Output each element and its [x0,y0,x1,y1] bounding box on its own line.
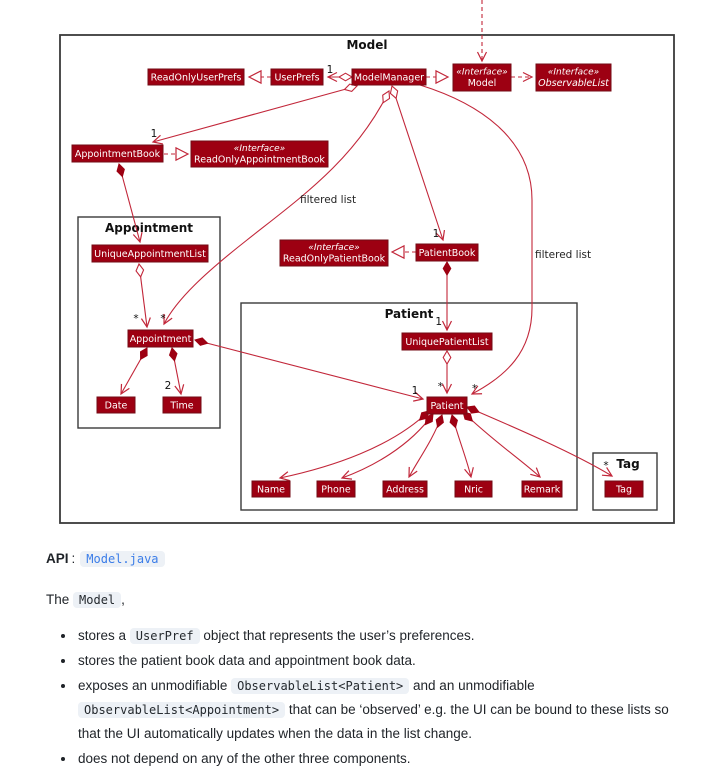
edge-modelmanager-appointmentbook [150,86,357,142]
svg-text:Phone: Phone [321,484,351,496]
multiplicity-patient-star-right: * [472,383,478,395]
edge-appointment-time [172,348,181,394]
api-line [46,547,676,571]
bullet-no-dependency [76,747,676,771]
package-title-model: Model [346,38,388,52]
package-frame-model [60,35,674,523]
model-component-notes [46,547,676,772]
edge-uniqueappointmentlist-appointment [139,264,147,327]
multiplicity-uniquepatientlist: 1 [435,316,442,328]
edge-modelmanager-filteredlist-appointment [164,91,389,324]
api-label: API [46,551,69,566]
edge-label-filtered-list-left: filtered list [300,194,357,206]
multiplicity-appointment-star-right: * [160,313,166,325]
package-title-patient: Patient [384,307,434,321]
class-box-time [163,397,201,413]
svg-text:Model: Model [467,78,497,89]
api-link-model-java[interactable]: Model.java [80,551,164,567]
svg-text:Address: Address [386,484,424,496]
multiplicity-appointmentbook: 1 [150,128,158,140]
bullet-stores-books [76,649,676,673]
interface-box-observablelist [536,64,611,91]
svg-text:Patient: Patient [430,401,464,412]
svg-text:«Interface»: «Interface» [308,243,360,253]
edge-appointment-patient [195,340,423,399]
edge-patient-tag [467,407,612,476]
class-box-uniqueappointmentlist [92,245,208,262]
multiplicity-patient-from-appointment: 1 [411,385,419,397]
svg-text:Name: Name [256,484,286,496]
multiplicity-patientbook: 1 [432,228,440,240]
edge-patient-nric [452,415,471,477]
bullet-text: does not depend on any of the other three components. [78,751,411,766]
svg-text:UniquePatientList: UniquePatientList [405,337,489,348]
bullet-text: object that represents the user’s preferences. [199,628,475,643]
class-box-readonlyuserprefs [148,69,244,85]
multiplicity-patient-star-left: * [437,381,443,393]
class-box-tag [605,481,643,497]
class-box-patientbook [416,244,478,261]
bullet-text: exposes an unmodifiable [78,678,232,693]
svg-text:Date: Date [104,400,128,412]
svg-text:«Interface»: «Interface» [547,67,600,78]
inline-code-observablelist-patient: ObservableList<Patient> [231,678,409,694]
svg-text:ObservableList: ObservableList [538,78,609,89]
multiplicity-time: 2 [164,380,172,392]
svg-text:Appointment: Appointment [129,334,192,345]
multiplicity-userprefs: 1 [326,64,334,76]
bullet-text: and an unmodifiable [409,678,535,693]
interface-box-model [453,64,511,91]
class-box-remark [522,481,562,497]
svg-text:ReadOnlyPatientBook: ReadOnlyPatientBook [282,253,386,265]
svg-text:Nric: Nric [464,484,483,496]
package-title-appointment: Appointment [104,221,194,235]
multiplicity-appointment-star-left: * [133,313,139,325]
edge-patient-name [280,411,429,478]
multiplicity-tag: * [603,460,609,472]
class-box-userprefs [271,69,323,85]
class-box-modelmanager [352,69,426,85]
svg-text:ReadOnlyUserPrefs: ReadOnlyUserPrefs [150,72,242,84]
class-box-date [97,397,135,413]
inline-code-observablelist-appointment: ObservableList<Appointment> [78,702,285,718]
class-box-appointment [128,330,193,347]
inline-code-userpref: UserPref [130,628,200,644]
class-box-patient [427,397,467,414]
edge-modelmanager-patientbook [392,86,443,240]
bullet-stores-userpref [76,624,676,648]
svg-text:«Interface»: «Interface» [456,67,508,78]
model-bullet-list [46,624,676,771]
class-box-nric [455,481,492,497]
class-box-appointmentbook [72,145,163,162]
class-box-phone [317,481,355,497]
intro-pre: The [46,592,70,607]
svg-text:Time: Time [170,400,194,412]
api-separator: : [71,551,76,566]
edge-appointment-date [121,348,147,394]
svg-text:Tag: Tag [615,484,633,496]
inline-code-model: Model [73,592,121,608]
package-title-tag: Tag [616,457,640,471]
interface-box-readonlypatientbook [280,240,388,266]
svg-text:UniqueAppointmentList: UniqueAppointmentList [94,249,206,260]
svg-text:AppointmentBook: AppointmentBook [74,149,161,160]
svg-text:ModelManager: ModelManager [353,72,425,84]
intro-post: , [121,592,125,607]
svg-text:UserPrefs: UserPrefs [274,72,320,84]
interface-box-readonlyappointmentbook [191,141,328,167]
class-box-name [252,481,290,497]
bullet-text: stores a [78,628,130,643]
svg-text:PatientBook: PatientBook [418,248,476,259]
edge-label-filtered-list-right: filtered list [535,249,592,261]
svg-text:Remark: Remark [523,484,561,496]
svg-text:«Interface»: «Interface» [233,144,286,154]
class-box-address [383,481,427,497]
bullet-exposes-observablelists [76,674,676,746]
class-box-uniquepatientlist [402,333,492,350]
bullet-text: that can be ‘observed’ e.g. the UI can be bound to these lists so that the UI automatically updates when the data in the list change. [78,702,669,741]
intro-line [46,588,676,612]
svg-text:ReadOnlyAppointmentBook: ReadOnlyAppointmentBook [194,154,325,166]
edge-patient-phone [342,414,433,478]
bullet-text: stores the patient book data and appointment book data. [78,653,416,668]
